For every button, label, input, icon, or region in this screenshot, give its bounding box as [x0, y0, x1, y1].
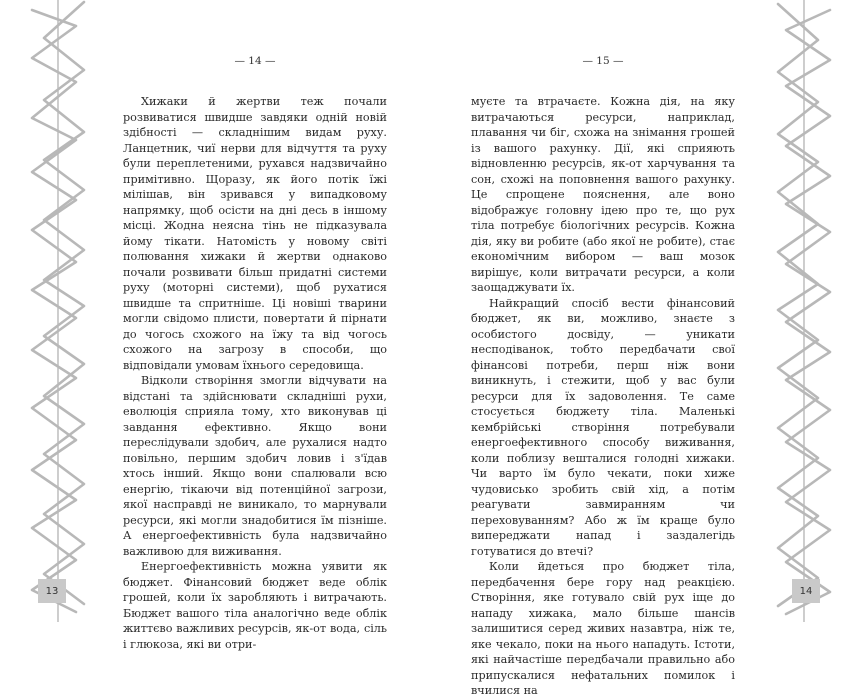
- paragraph: Найкращий спосіб вести фінансовий бюджет, як ви, можливо, знаєте з особистого досвіду, — уникати несподіванок, тобто передбачати свої фінансові потреби, перш ніж вони виникнуть, і стежити, щоб у вас були ресурси для їх задоволення. Те саме стосується бюджету тіла. Маленькі кембрійські створіння потребували енергоефективного способу виживання, коли поблизу вешталися голодні хижаки. Чи варто їм було чекати, поки хиже чудовисько зробить свій хід, а потім реагувати завмиранням чи переховуванням? Або ж їм краще було випереджати напад і заздалегідь готуватися до втечі?: [471, 296, 735, 558]
- running-head: — 14 —: [234, 55, 276, 67]
- paragraph: Коли йдеться про бюджет тіла, передбачення бере гору над реакцією. Створіння, яке готувало свій рух іще до нападу хижака, мало більше шансів залишитися серед живих назавтра, ніж те, яке чекало, поки на нього нападуть. Істоти, які найчастіше передбачали правильно або припускалися нефатальних помилок і вчилися на: [471, 560, 735, 697]
- paragraph: муєте та втрачаєте. Кожна дія, на яку витрачаються ресурси, наприклад, плавання чи біг, схожа на знімання грошей із вашого рахунку. Дії, які сприяють відновленню ресурсів, як-от харчування та сон, схожі на поповнення вашого рахунку. Це спрощене пояснення, але воно відображує головну ідею про те, що рух тіла потребує біологічних ресурсів. Кожна дія, яку ви робите (або якої не робите), стає економічним вибором — ваш мозок вирішує, коли витрачати ресурси, а коли заощаджувати їх.: [471, 95, 735, 294]
- right-geometric-border: [772, 0, 836, 622]
- page-number-badge: 14: [792, 579, 820, 603]
- left-page-text: [123, 94, 387, 652]
- page-number-badge: 13: [38, 579, 66, 603]
- paragraph: Хижаки й жертви теж почали розвиватися швидше завдяки одній новій здібності — складнішим видам руху. Ланцетник, чиї нерви для відчуття та руху були переплетеними, рухався надзвичайно примітивно. Щоразу, як його потік їжі мілішав, він зривався у випадковому напрямку, щоб осісти на дні десь в іншому місці. Жодна неясна тінь не підказувала йому тікати. Натомість у новому світі полювання хижаки й жертви однаково почали розвивати більш придатні системи руху (моторні системи), щоб рухатися швидше та спритніше. Ці новіші тварини могли свідомо плисти, повертати й пірнати до чогось схожого на їжу та від чогось схожого на загрозу в способи, що відповідали умовам їхнього середовища.: [123, 95, 387, 372]
- paragraph: Відколи створіння змогли відчувати на відстані та здійснювати складніші рухи, еволюція сприяла тому, хто виконував ці завдання ефективно. Якщо вони переслідували здобич, але рухалися надто повільно, першим здобич ловив і з'їдав хтось інший. Якщо вони спалювали всю енергію, тікаючи від потенційної загрози, якої насправді не виникало, то марнували ресурси, які могли знадобитися їм пізніше. А енергоефективність була надзвичайно важливою для виживання.: [123, 374, 387, 558]
- paragraph: Енергоефективність можна уявити як бюджет. Фінансовий бюджет веде облік грошей, коли їх заробляють і витрачають. Бюджет вашого тіла аналогічно веде облік життєво важливих ресурсів, як-от вода, сіль і глюкоза, які ви отри-: [123, 560, 387, 651]
- right-page-text: [471, 94, 735, 699]
- left-geometric-border: [26, 0, 90, 622]
- running-head: — 15 —: [582, 55, 624, 67]
